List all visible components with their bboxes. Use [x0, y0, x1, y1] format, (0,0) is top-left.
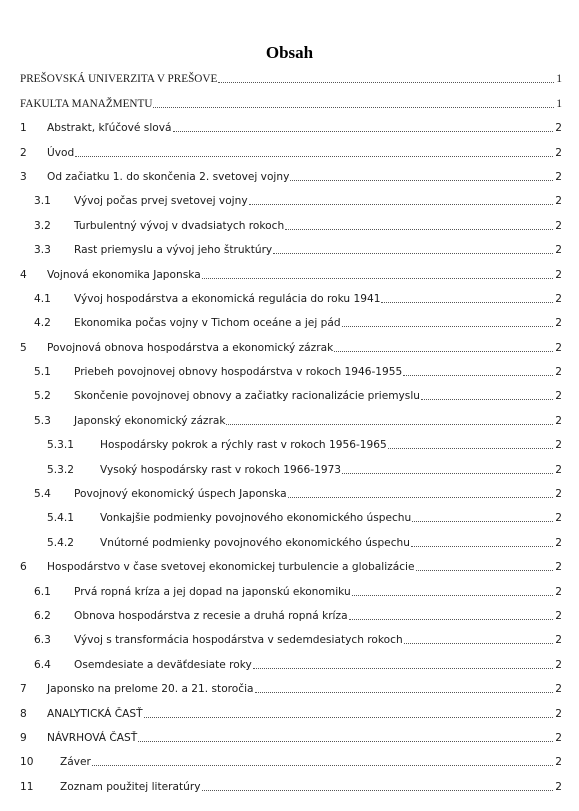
toc-dot-leader	[75, 155, 553, 157]
toc-entry[interactable]	[20, 113, 562, 137]
toc-entry-row	[20, 659, 562, 674]
toc-entry-row	[20, 220, 562, 235]
toc-page-number: 2	[555, 585, 562, 598]
toc-entry-number: 6	[20, 561, 27, 574]
toc-dot-leader	[253, 667, 553, 669]
toc-entry-number: 10	[20, 756, 34, 769]
toc-entry-number: 3.3	[34, 244, 51, 257]
toc-page-number: 2	[555, 244, 562, 257]
toc-entry-row	[20, 342, 562, 357]
toc-entry-text: Vysoký hospodársky rast v rokoch 1966-1973	[100, 463, 342, 476]
toc-page-number: 2	[555, 146, 562, 159]
toc-entry[interactable]	[20, 259, 562, 283]
toc-entry-text: Vonkajšie podmienky povojnového ekonomického úspechu	[100, 512, 412, 525]
toc-entry-row	[20, 244, 562, 259]
toc-entry[interactable]	[20, 747, 562, 771]
toc-entry-number: 3	[20, 170, 27, 183]
toc-entry[interactable]	[20, 235, 562, 259]
toc-entry-row	[20, 390, 562, 405]
toc-page-number: 2	[555, 707, 562, 720]
toc-entry-text: Ekonomika počas vojny v Tichom oceáne a jej pád	[74, 317, 341, 330]
toc-page-number: 2	[555, 683, 562, 696]
toc-entry-text: Od začiatku 1. do skončenia 2. svetovej vojny	[47, 170, 290, 183]
toc-page-number: 2	[555, 488, 562, 501]
toc-entry[interactable]	[20, 454, 562, 478]
toc-entry[interactable]	[20, 88, 562, 112]
toc-dot-leader	[352, 594, 554, 596]
toc-entry-number: 5.4	[34, 488, 51, 501]
toc-entry-number: 5.1	[34, 366, 51, 379]
toc-entry-number: 5	[20, 341, 27, 354]
toc-entry-text: ANALYTICKÁ ČASŤ	[47, 707, 143, 720]
toc-dot-leader	[416, 569, 554, 571]
toc-entry-text: Japonský ekonomický zázrak	[74, 414, 226, 427]
toc-entry-text: Osemdesiate a deväťdesiate roky	[74, 658, 252, 671]
toc-entry[interactable]	[20, 601, 562, 625]
toc-dot-leader	[342, 325, 554, 327]
toc-entry-number: 6.1	[34, 585, 51, 598]
toc-dot-leader	[273, 252, 553, 254]
toc-entry-number: 4	[20, 268, 27, 281]
toc-entry-row	[20, 512, 562, 527]
toc-entry-row	[20, 366, 562, 381]
toc-entry-row	[20, 634, 562, 649]
toc-list	[20, 64, 562, 796]
toc-entry[interactable]	[20, 674, 562, 698]
toc-entry-text: Vývoj počas prvej svetovej vojny	[74, 195, 248, 208]
toc-entry-text: Úvod	[47, 146, 75, 159]
toc-entry-row	[20, 122, 562, 137]
toc-entry-text: PREŠOVSKÁ UNIVERZITA V PREŠOVE	[20, 73, 218, 86]
toc-entry-row	[20, 732, 562, 747]
toc-entry[interactable]	[20, 503, 562, 527]
toc-dot-leader	[334, 350, 553, 352]
toc-page-number: 2	[555, 122, 562, 135]
toc-page-number: 2	[555, 731, 562, 744]
toc-entry[interactable]	[20, 649, 562, 673]
toc-dot-leader	[173, 130, 554, 132]
toc-entry-number: 4.2	[34, 317, 51, 330]
toc-entry-row	[20, 415, 562, 430]
toc-page-number: 2	[555, 195, 562, 208]
toc-page-number: 2	[555, 317, 562, 330]
toc-page-number: 2	[555, 414, 562, 427]
toc-entry-row	[20, 781, 562, 796]
toc-entry[interactable]	[20, 625, 562, 649]
toc-entry-number: 7	[20, 683, 27, 696]
toc-dot-leader	[153, 106, 554, 108]
toc-page-number: 2	[555, 366, 562, 379]
toc-page-number: 2	[555, 756, 562, 769]
toc-dot-leader	[218, 81, 554, 83]
toc-page-number: 2	[555, 658, 562, 671]
toc-entry[interactable]	[20, 162, 562, 186]
toc-entry[interactable]	[20, 284, 562, 308]
toc-entry-row	[20, 439, 562, 454]
toc-dot-leader	[202, 277, 554, 279]
toc-entry-row	[20, 586, 562, 601]
toc-entry[interactable]	[20, 723, 562, 747]
toc-entry-text: Vývoj hospodárstva a ekonomická regulácia do roku 1941	[74, 292, 381, 305]
toc-entry[interactable]	[20, 430, 562, 454]
toc-entry-row	[20, 708, 562, 723]
toc-dot-leader	[412, 520, 553, 522]
toc-entry[interactable]	[20, 527, 562, 551]
toc-entry-row	[20, 195, 562, 210]
toc-entry[interactable]	[20, 210, 562, 234]
toc-entry-number: 3.2	[34, 219, 51, 232]
toc-page-number: 2	[555, 439, 562, 452]
toc-entry-number: 4.1	[34, 292, 51, 305]
toc-entry-row	[20, 610, 562, 625]
toc-entry[interactable]	[20, 357, 562, 381]
toc-entry[interactable]	[20, 576, 562, 600]
toc-entry-number: 5.3	[34, 414, 51, 427]
toc-entry-text: Obnova hospodárstva z recesie a druhá ropná kríza	[74, 609, 348, 622]
toc-entry-number: 5.4.1	[47, 512, 74, 525]
toc-entry-number: 1	[20, 122, 27, 135]
toc-entry[interactable]	[20, 479, 562, 503]
toc-entry-row	[20, 317, 562, 332]
toc-page-number: 2	[555, 512, 562, 525]
toc-entry-text: Záver	[60, 756, 91, 769]
toc-entry-text: Prvá ropná kríza a jej dopad na japonskú ekonomiku	[74, 585, 351, 598]
toc-entry-row	[20, 561, 562, 576]
toc-dot-leader	[290, 179, 553, 181]
toc-dot-leader	[421, 398, 553, 400]
toc-entry-text: Vnútorné podmienky povojnového ekonomického úspechu	[100, 536, 410, 549]
toc-entry-text: Priebeh povojnovej obnovy hospodárstva v rokoch 1946-1955	[74, 366, 403, 379]
toc-page-number: 2	[555, 390, 562, 403]
toc-dot-leader	[249, 203, 554, 205]
toc-entry-number: 8	[20, 707, 27, 720]
toc-dot-leader	[381, 301, 553, 303]
toc-entry-text: Vojnová ekonomika Japonska	[47, 268, 201, 281]
toc-page-number: 2	[555, 609, 562, 622]
toc-dot-leader	[144, 716, 554, 718]
toc-entry-text: Skončenie povojnovej obnovy a začiatky racionalizácie priemyslu	[74, 390, 420, 403]
toc-page-number: 2	[555, 561, 562, 574]
toc-entry-row	[20, 464, 562, 479]
toc-page-number: 1	[556, 97, 562, 110]
toc-entry[interactable]	[20, 186, 562, 210]
toc-entry-number: 5.3.2	[47, 463, 74, 476]
toc-entry-number: 11	[20, 780, 34, 793]
toc-entry[interactable]	[20, 405, 562, 429]
toc-dot-leader	[138, 740, 553, 742]
toc-entry-row	[20, 171, 562, 186]
toc-entry-text: Turbulentný vývoj v dvadsiatych rokoch	[74, 219, 285, 232]
toc-entry-text: Rast priemyslu a vývoj jeho štruktúry	[74, 244, 273, 257]
toc-entry[interactable]	[20, 771, 562, 795]
toc-dot-leader	[388, 447, 554, 449]
toc-page-number: 2	[555, 463, 562, 476]
toc-entry-row	[20, 756, 562, 771]
toc-entry-text: Hospodársky pokrok a rýchly rast v rokoch 1956-1965	[100, 439, 387, 452]
toc-entry-number: 2	[20, 146, 27, 159]
toc-entry[interactable]	[20, 381, 562, 405]
toc-entry-text: Povojnový ekonomický úspech Japonska	[74, 488, 287, 501]
toc-dot-leader	[226, 423, 553, 425]
toc-entry-text: NÁVRHOVÁ ČASŤ	[47, 731, 138, 744]
toc-entry-row	[20, 488, 562, 503]
toc-page-number: 2	[555, 170, 562, 183]
toc-dot-leader	[288, 496, 554, 498]
toc-entry-number: 6.3	[34, 634, 51, 647]
toc-entry-text: Vývoj s transformácia hospodárstva v sedemdesiatych rokoch	[74, 634, 403, 647]
toc-dot-leader	[342, 472, 553, 474]
toc-entry-number: 5.2	[34, 390, 51, 403]
toc-entry-number: 5.3.1	[47, 439, 74, 452]
toc-title: Obsah	[265, 43, 314, 62]
toc-entry-text: Povojnová obnova hospodárstva a ekonomický zázrak	[47, 341, 334, 354]
toc-entry-text: Hospodárstvo v čase svetovej ekonomickej turbulencie a globalizácie	[47, 561, 415, 574]
toc-dot-leader	[92, 764, 553, 766]
toc-page-number: 2	[555, 268, 562, 281]
toc-entry[interactable]	[20, 332, 562, 356]
toc-entry[interactable]	[20, 552, 562, 576]
toc-entry-row	[20, 98, 562, 113]
toc-entry-text: Zoznam použitej literatúry	[60, 780, 201, 793]
toc-page-number: 2	[555, 219, 562, 232]
toc-entry-row	[20, 269, 562, 284]
toc-entry-row	[20, 73, 562, 88]
toc-entry-row	[20, 537, 562, 552]
toc-entry-number: 3.1	[34, 195, 51, 208]
toc-entry-text: Japonsko na prelome 20. a 21. storočia	[47, 683, 254, 696]
toc-entry-row	[20, 683, 562, 698]
toc-entry[interactable]	[20, 698, 562, 722]
toc-dot-leader	[411, 545, 553, 547]
toc-entry-text: FAKULTA MANAŽMENTU	[20, 97, 153, 110]
toc-entry-number: 5.4.2	[47, 536, 74, 549]
toc-page-number: 2	[555, 634, 562, 647]
toc-entry-text: Abstrakt, kľúčové slová	[47, 122, 172, 135]
toc-entry[interactable]	[20, 308, 562, 332]
toc-page-number: 1	[556, 73, 562, 86]
toc-dot-leader	[285, 228, 553, 230]
toc-entry-row	[20, 293, 562, 308]
toc-dot-leader	[403, 374, 553, 376]
toc-entry-row	[20, 147, 562, 162]
toc-page-number: 2	[555, 780, 562, 793]
toc-page-number: 2	[555, 292, 562, 305]
toc-entry-number: 6.2	[34, 609, 51, 622]
toc-entry[interactable]	[20, 137, 562, 161]
toc-dot-leader	[349, 618, 554, 620]
toc-page-number: 2	[555, 536, 562, 549]
toc-page-number: 2	[555, 341, 562, 354]
toc-entry-number: 9	[20, 731, 27, 744]
toc-dot-leader	[255, 691, 554, 693]
toc-entry[interactable]	[20, 64, 562, 88]
toc-dot-leader	[202, 789, 554, 791]
toc-entry-number: 6.4	[34, 658, 51, 671]
toc-dot-leader	[404, 642, 554, 644]
